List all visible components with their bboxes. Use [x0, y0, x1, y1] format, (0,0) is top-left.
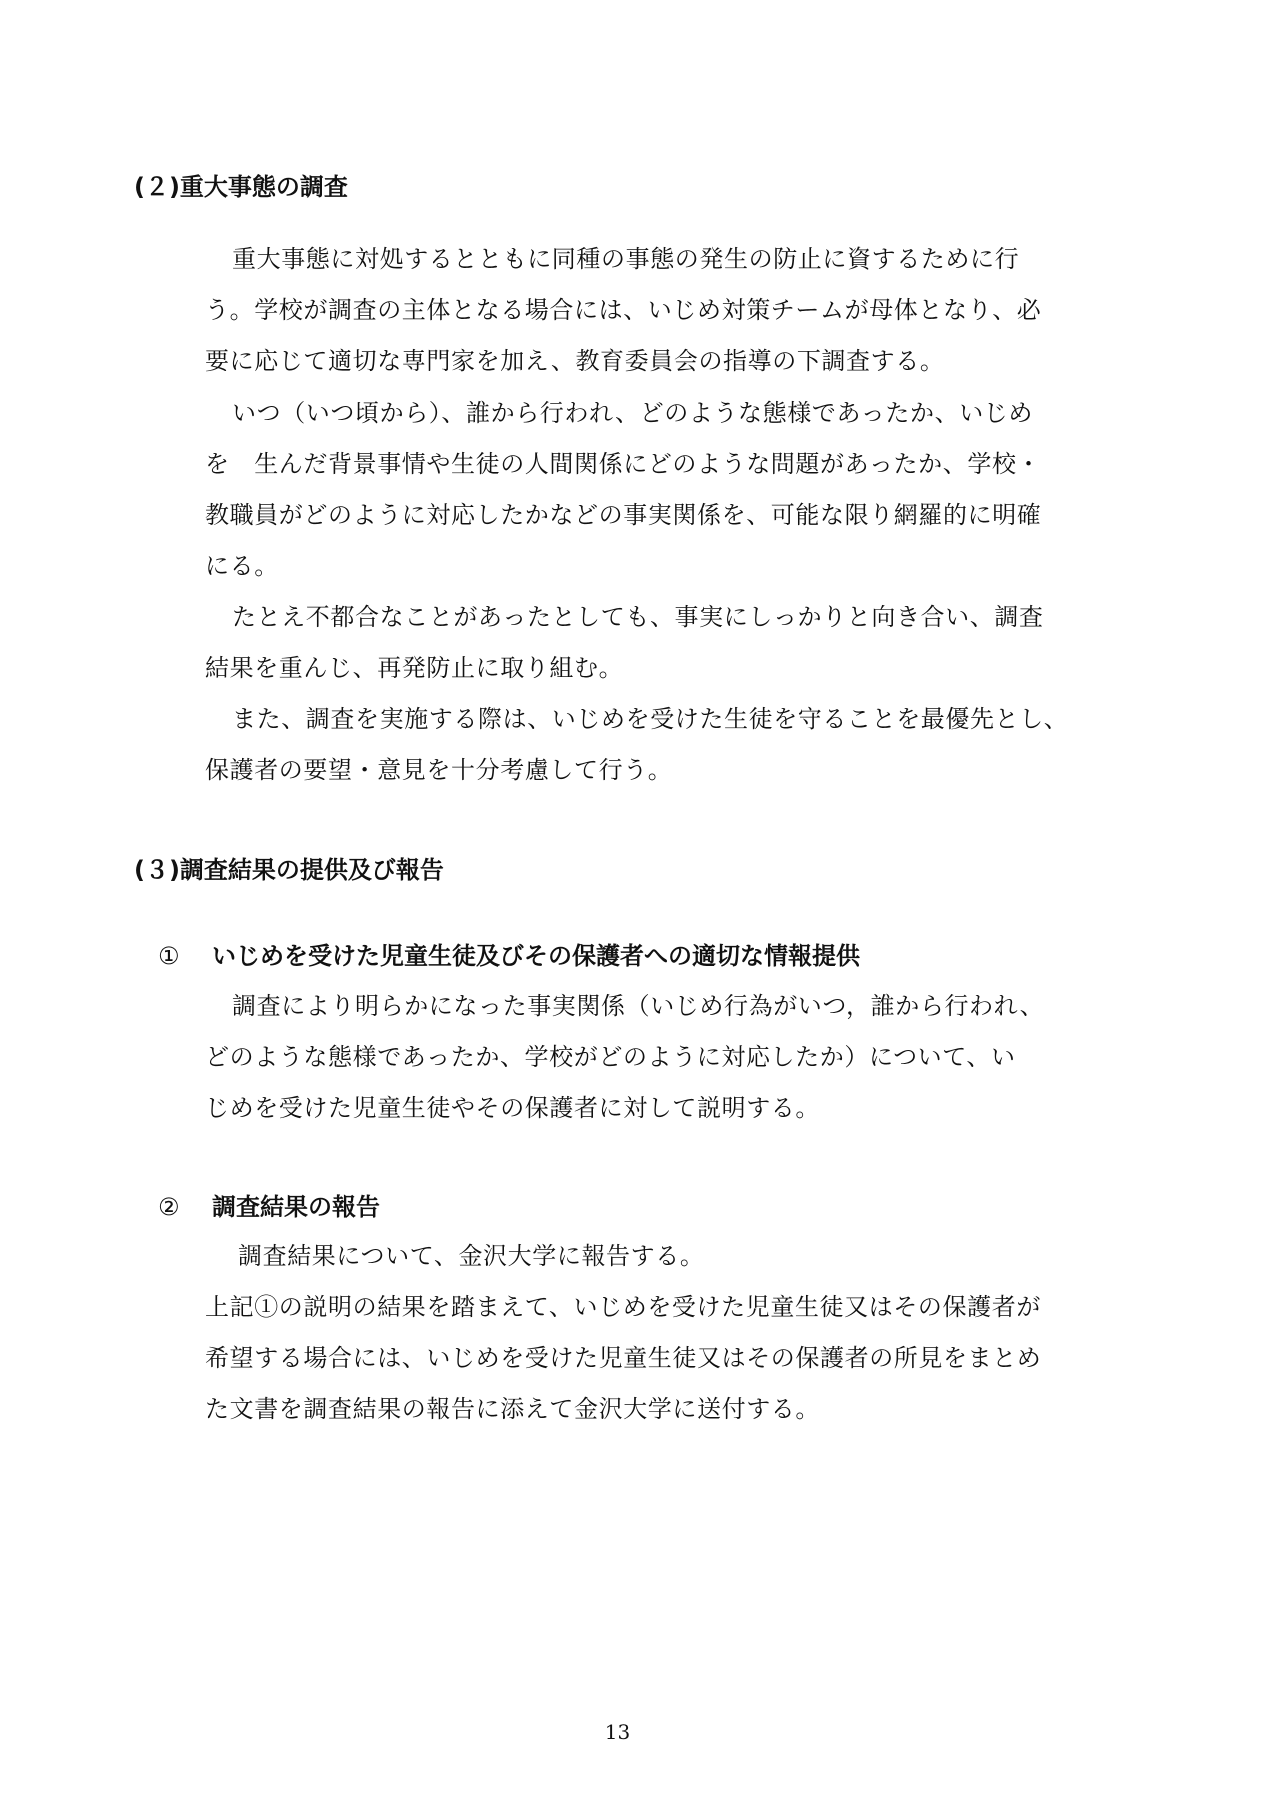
section-2-heading: (２)重大事態の調査 — [134, 173, 348, 201]
paragraph-line: どのような態様であったか、学校がどのように対応したか）について、い — [205, 1043, 1016, 1071]
paragraph-line: また、調査を実施する際は、いじめを受けた生徒を守ることを最優先とし、 — [232, 705, 1069, 733]
section-3-heading: (３)調査結果の提供及び報告 — [134, 856, 444, 884]
paragraph-line: た文書を調査結果の報告に添えて金沢大学に送付する。 — [205, 1395, 820, 1423]
item-1-title: いじめを受けた児童生徒及びその保護者への適切な情報提供 — [212, 942, 860, 970]
item-1-number: ① — [158, 942, 180, 970]
paragraph-line: 結果を重んじ、再発防止に取り組む。 — [205, 654, 624, 682]
paragraph-line: 保護者の要望・意見を十分考慮して行う。 — [205, 756, 673, 784]
paragraph-line: 上記①の説明の結果を踏まえて、いじめを受けた児童生徒又はその保護者が — [205, 1293, 1041, 1321]
item-1-heading — [158, 941, 860, 971]
paragraph-line: じめを受けた児童生徒やその保護者に対して説明する。 — [205, 1094, 820, 1122]
paragraph-line: 教職員がどのように対応したかなどの事実関係を、可能な限り網羅的に明確 — [205, 501, 1042, 529]
paragraph-line: 調査結果について、金沢大学に報告する。 — [238, 1242, 705, 1270]
paragraph-line: いつ（いつ頃から）、誰から行われ、どのような態様であったか、いじめ — [232, 399, 1033, 427]
page-number: 13 — [604, 1720, 631, 1744]
paragraph-line: たとえ不都合なことがあったとしても、事実にしっかりと向き合い、調査 — [232, 603, 1044, 631]
item-2-title: 調査結果の報告 — [212, 1193, 380, 1221]
paragraph-line: う。学校が調査の主体となる場合には、いじめ対策チームが母体となり、必 — [205, 296, 1042, 324]
paragraph-line: 要に応じて適切な専門家を加え、教育委員会の指導の下調査する。 — [205, 347, 945, 375]
paragraph-line: 調査により明らかになった事実関係（いじめ行為がいつ，誰から行われ、 — [232, 992, 1045, 1020]
paragraph-line: を 生んだ背景事情や生徒の人間関係にどのような問題があったか、学校・ — [205, 450, 1042, 478]
item-2-number: ② — [158, 1193, 180, 1221]
item-2-heading — [158, 1192, 380, 1222]
paragraph-line: 希望する場合には、いじめを受けた児童生徒又はその保護者の所見をまとめ — [205, 1344, 1042, 1372]
paragraph-line: 重大事態に対処するとともに同種の事態の発生の防止に資するために行 — [232, 245, 1020, 273]
paragraph-line: にる。 — [205, 552, 279, 580]
